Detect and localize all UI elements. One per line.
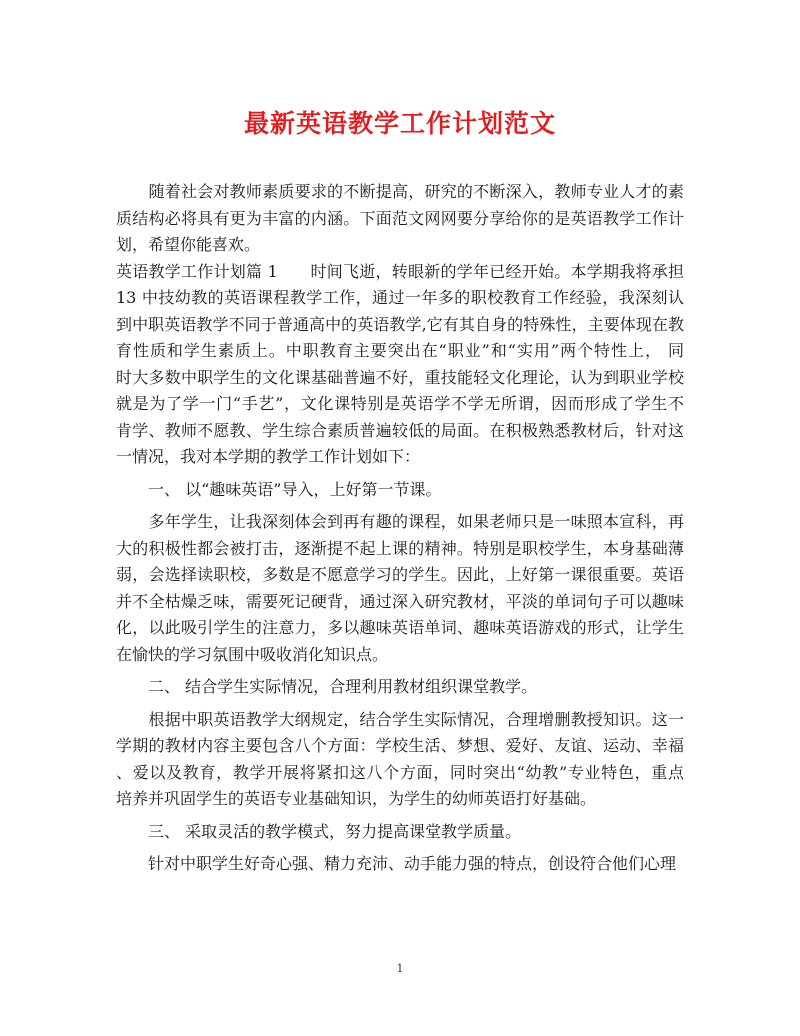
paragraph-line: 一情况，我对本学期的教学工作计划如下： (116, 447, 421, 466)
paragraph-line: 培养并巩固学生的英语专业基础知识，为学生的幼师英语打好基础。 (116, 789, 597, 808)
paragraph-line: 在愉快的学习氛围中吸收消化知识点。 (116, 644, 389, 664)
paragraph-line: 化，以此吸引学生的注意力，多以趣味英语单词、趣味英语游戏的形式，让学生 (116, 618, 684, 637)
paragraph-line: 根据中职英语教学大纲规定，结合学生实际情况，合理增删教授知识。这一 (116, 709, 684, 729)
page-number: 1 (396, 962, 404, 975)
paragraph-line: 学期的教材内容主要包含八个方面：学校生活、梦想、爱好、友谊、运动、幸福 (116, 736, 684, 755)
section-heading: 一、 以“趣味英语”导入，上好第一节课。 (116, 479, 442, 499)
paragraph-line: 随着社会对教师素质要求的不断提高，研究的不断深入，教师专业人才的素 (116, 182, 684, 201)
paragraph-line: 育性质和学生素质上。中职教育主要突出在“职业”和“实用”两个特性上， 同 (116, 341, 684, 360)
paragraph-line: 弱，会选择读职校，多数是不愿意学习的学生。因此，上好第一课很重要。英语 (116, 565, 684, 584)
paragraph-line: 时大多数中职学生的文化课基础普遍不好，重技能轻文化理论，认为到职业学校 (116, 367, 684, 387)
document-body (116, 179, 684, 878)
paragraph-line: 质结构必将具有更为丰富的内涵。下面范文网网要分享给你的是英语教学工作计 (116, 208, 684, 228)
section-heading: 二、 结合学生实际情况，合理利用教材组织课堂教学。 (116, 677, 538, 696)
paragraph-line: 13 中技幼教的英语课程教学工作，通过一年多的职校教育工作经验，我深刻认 (116, 288, 684, 307)
paragraph-line: 大的积极性都会被打击，逐渐提不起上课的精神。特别是职校学生，本身基础薄 (116, 538, 684, 558)
paragraph-line: 划，希望你能喜欢。 (116, 235, 261, 254)
paragraph-line: 多年学生，让我深刻体会到再有趣的课程，如果老师只是一味照本宣科，再 (116, 512, 684, 531)
paragraph-line: 到中职英语教学不同于普通高中的英语教学,它有其自身的特殊性，主要体现在教 (116, 314, 684, 334)
page-title: 最新英语教学工作计划范文 (243, 109, 556, 138)
paragraph-line: 并不全枯燥乏味，需要死记硬背，通过深入研究教材，平淡的单词句子可以趣味 (116, 591, 684, 611)
section-heading: 三、 采取灵活的教学模式，努力提高课堂教学质量。 (116, 821, 522, 841)
paragraph-line: 肯学、教师不愿教、学生综合素质普遍较低的局面。在积极熟悉教材后，针对这 (116, 420, 684, 440)
paragraph-line: 就是为了学一门“手艺”，文化课特别是英语学不学无所谓，因而形成了学生不 (116, 394, 684, 413)
paragraph-line: 、爱以及教育，教学开展将紧扣这八个方面，同时突出“幼教”专业特色，重点 (116, 762, 684, 782)
paragraph-line: 英语教学工作计划篇 1 时间飞逝，转眼新的学年已经开始。本学期我将承担 (116, 261, 684, 281)
paragraph-line: 针对中职学生好奇心强、精力充沛、动手能力强的特点，创设符合他们心理 (116, 854, 677, 873)
